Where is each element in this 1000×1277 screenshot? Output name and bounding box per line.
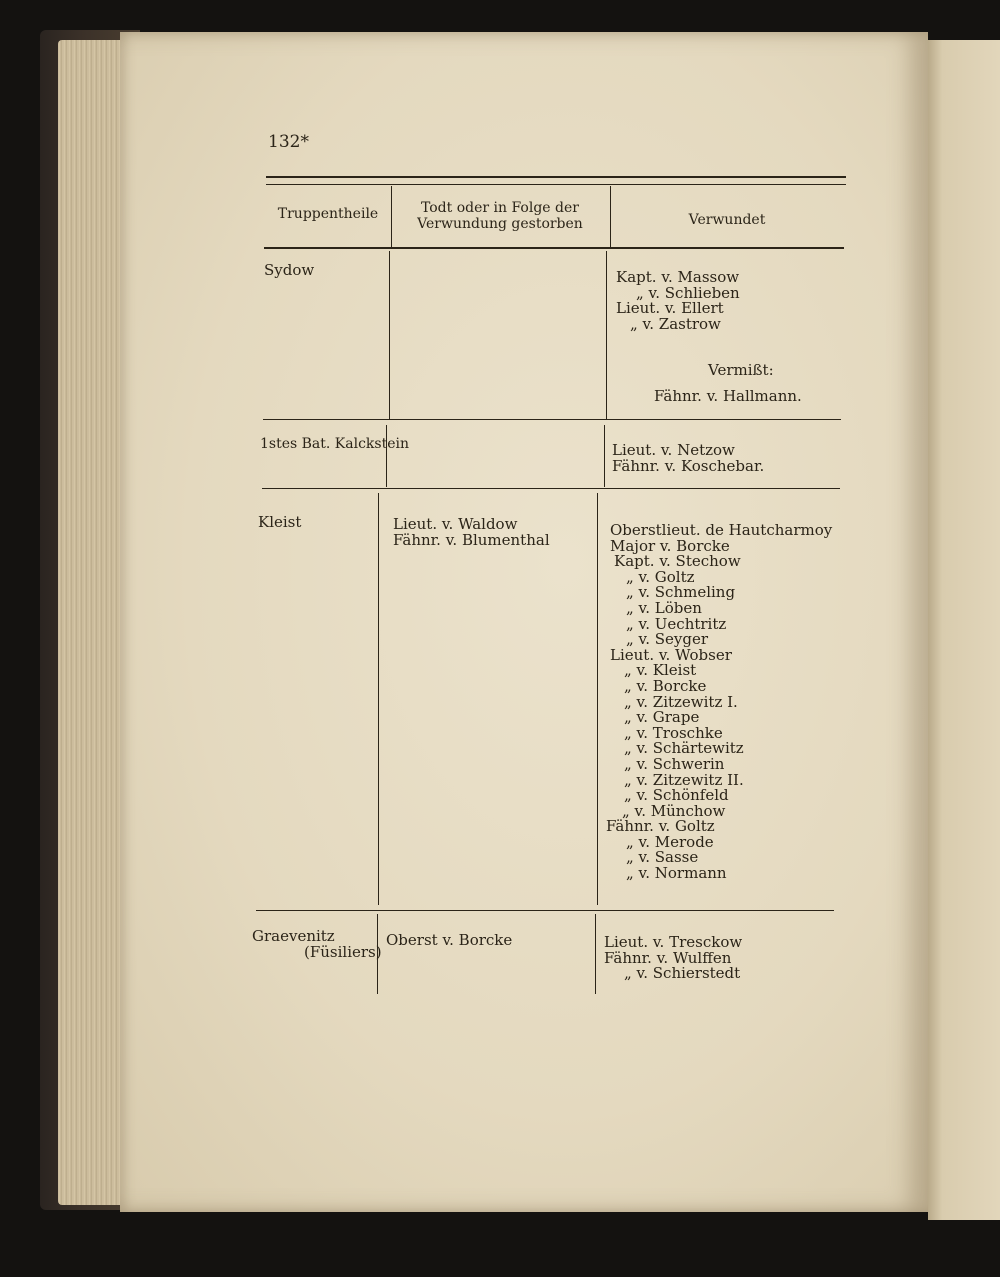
- list-item: Kapt. v. Massow: [616, 268, 740, 286]
- column-divider: [597, 493, 598, 905]
- row-separator: [262, 488, 840, 489]
- header-unit: Truppentheile: [277, 206, 379, 222]
- unit-kalckstein: 1stes Bat. Kalckstein: [260, 436, 409, 452]
- list-item: „ v. Schmeling: [626, 583, 736, 602]
- list-item: „ v. Uechtritz: [626, 614, 727, 633]
- list-item: „ v. Normann: [626, 864, 727, 883]
- list-item: Fähnr. v. Goltz: [606, 817, 715, 836]
- list-item: Fähnr. v. Koschebar.: [612, 456, 765, 475]
- column-divider: [391, 186, 392, 248]
- row-separator: [256, 910, 834, 911]
- list-item: „ v. Schwerin: [624, 754, 725, 773]
- list-item: „ v. Grape: [624, 708, 700, 727]
- row-separator: [263, 419, 841, 420]
- wounded-list-kleist: [606, 521, 833, 883]
- header-wounded: Verwundet: [688, 212, 766, 228]
- list-item: „ v. Zitzewitz I.: [624, 692, 738, 711]
- list-item: Lieut. v. Tresckow: [604, 933, 743, 951]
- header-dead: Todt oder in Folge der Verwundung gestorben: [417, 200, 583, 232]
- wounded-list-graevenitz: [604, 934, 742, 981]
- list-item: „ v. Zitzewitz II.: [624, 770, 744, 789]
- list-item: „ v. Kleist: [624, 661, 697, 680]
- list-item: „ v. Münchow: [622, 801, 726, 820]
- list-item: Fähnr. v. Blumenthal: [393, 530, 550, 549]
- list-item: „ v. Seyger: [626, 630, 709, 649]
- page-number: 132*: [268, 132, 309, 152]
- list-item: „ v. Borcke: [624, 676, 707, 695]
- unit-sydow: Sydow: [264, 261, 315, 279]
- list-item: „ v. Löben: [626, 598, 702, 617]
- list-item: „ v. Schierstedt: [624, 964, 741, 983]
- column-divider: [386, 425, 387, 487]
- column-divider: [606, 251, 607, 419]
- list-item: „ v. Schönfeld: [624, 786, 729, 805]
- list-item: „ v. Sasse: [626, 848, 699, 867]
- dead-list-graevenitz: [386, 932, 512, 948]
- list-item: „ v. Merode: [626, 832, 714, 851]
- unit-graevenitz-sub: (Füsiliers): [304, 943, 382, 961]
- list-item: Lieut. v. Netzow: [612, 441, 735, 459]
- list-item: Kapt. v. Stechow: [614, 552, 741, 571]
- header-rule: [264, 247, 844, 249]
- top-rule-thin: [266, 184, 846, 185]
- list-item: Lieut. v. Waldow: [393, 515, 518, 533]
- list-item: Lieut. v. Ellert: [616, 299, 724, 318]
- list-item: Major v. Borcke: [610, 536, 730, 555]
- list-item: „ v. Zastrow: [630, 314, 721, 333]
- list-item: „ v. Schlieben: [636, 283, 740, 302]
- list-item: Fähnr. v. Wulffen: [604, 948, 732, 967]
- facing-page-edge: [928, 40, 1000, 1220]
- list-item: „ v. Schärtewitz: [624, 739, 744, 758]
- unit-graevenitz: Graevenitz: [252, 927, 335, 945]
- top-rule-thick: [266, 176, 846, 178]
- unit-kleist: Kleist: [258, 513, 302, 531]
- wounded-list-sydow: [616, 269, 740, 331]
- list-item: „ v. Troschke: [624, 723, 723, 742]
- list-item: Lieut. v. Wobser: [610, 645, 732, 664]
- wounded-list-kalckstein: [612, 442, 764, 473]
- missing-entry: Fähnr. v. Hallmann.: [654, 387, 802, 405]
- list-item: Oberst v. Borcke: [386, 931, 513, 949]
- missing-label: Vermißt:: [708, 361, 774, 379]
- dead-list-kleist: [393, 516, 550, 547]
- list-item: Oberstlieut. de Hautcharmoy: [610, 521, 833, 539]
- column-divider: [378, 493, 379, 905]
- column-divider: [389, 251, 390, 419]
- column-divider: [595, 914, 596, 994]
- list-item: „ v. Goltz: [626, 567, 695, 586]
- column-divider: [610, 186, 611, 248]
- column-divider: [604, 425, 605, 487]
